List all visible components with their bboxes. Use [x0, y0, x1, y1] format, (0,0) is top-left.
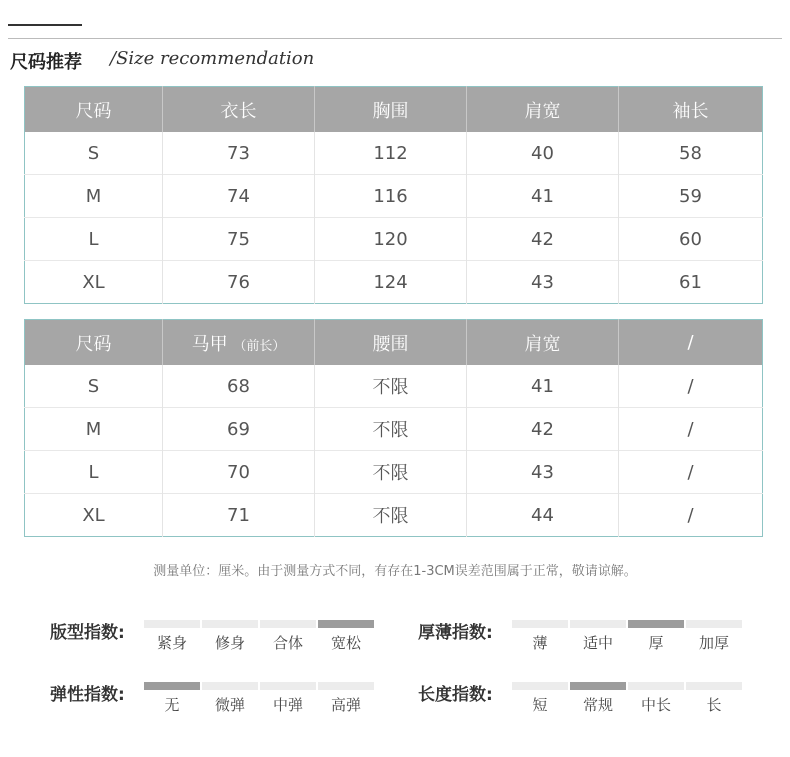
index-option-label: 无: [164, 696, 180, 714]
index-bar-segment: [570, 682, 626, 690]
table-cell: XL: [25, 494, 163, 537]
table-cell: 60: [619, 218, 763, 261]
table-cell: 不限: [315, 408, 467, 451]
table-cell: 76: [163, 261, 315, 304]
header-cell-size: 尺码: [25, 87, 163, 133]
index-bar-segment: [318, 620, 374, 628]
table-cell: 71: [163, 494, 315, 537]
table-cell: 68: [163, 365, 315, 408]
measurement-note: 测量单位：厘米。由于测量方式不同，有存在1-3CM误差范围属于正常，敬请谅解。: [153, 564, 637, 579]
table-cell: 40: [467, 132, 619, 175]
table-row: [25, 365, 763, 408]
index-label: 厚薄指数:: [418, 623, 493, 643]
table-cell: 124: [315, 261, 467, 304]
table-cell: 73: [163, 132, 315, 175]
index-option-label: 高弹: [330, 696, 361, 714]
index-bar-segment: [686, 682, 742, 690]
header-vest-label: 马甲: [191, 333, 228, 355]
header-cell-size: 尺码: [25, 320, 163, 366]
index-option-label: 合体: [272, 634, 303, 652]
table-cell: 61: [619, 261, 763, 304]
table-cell: 74: [163, 175, 315, 218]
size-table-vest: [24, 319, 763, 537]
table-header-row: [25, 320, 763, 366]
table-cell: 不限: [315, 451, 467, 494]
table-cell: /: [687, 375, 694, 397]
table-cell: 不限: [315, 365, 467, 408]
table-cell: 44: [467, 494, 619, 537]
table-cell: 112: [315, 132, 467, 175]
header-cell-shoulder: 肩宽: [467, 320, 619, 366]
table-cell: 41: [467, 175, 619, 218]
table-cell: 43: [467, 451, 619, 494]
table-cell: /: [619, 494, 763, 537]
table-header-row: [25, 87, 763, 133]
index-bar-segment: [260, 682, 316, 690]
size-table-main: [24, 86, 763, 304]
index-label: 版型指数:: [50, 623, 125, 643]
table-cell: L: [25, 451, 163, 494]
table-cell: 116: [315, 175, 467, 218]
table-cell: XL: [25, 261, 163, 304]
index-bar-segment: [144, 682, 200, 690]
table-cell: 58: [679, 142, 702, 164]
table-cell: M: [25, 175, 163, 218]
header-cell-shoulder: 肩宽: [467, 87, 619, 133]
title-accent-line: [8, 24, 82, 26]
index-label: 弹性指数:: [50, 685, 125, 705]
index-bar-segment: [202, 682, 258, 690]
table-cell: 41: [467, 365, 619, 408]
index-bar-segment: [144, 620, 200, 628]
table-row: [25, 132, 763, 175]
table-cell: 42: [467, 408, 619, 451]
table-cell: 70: [163, 451, 315, 494]
index-option-label: 宽松: [330, 634, 361, 652]
header-cell-chest: 胸围: [315, 87, 467, 133]
index-option-label: 短: [532, 696, 548, 714]
index-bar-segment: [570, 620, 626, 628]
index-option-label: 厚: [648, 634, 664, 652]
table-cell: /: [619, 451, 763, 494]
section-title-zh: 尺码推荐: [10, 52, 82, 73]
table-cell: S: [25, 132, 163, 175]
index-bar-segment: [260, 620, 316, 628]
index-bar-segment: [202, 620, 258, 628]
table-cell: 42: [467, 218, 619, 261]
table-row: [25, 175, 763, 218]
index-bar-segment: [628, 620, 684, 628]
table-cell: 69: [163, 408, 315, 451]
index-bar-segment: [512, 620, 568, 628]
index-bar-segment: [628, 682, 684, 690]
table-row: [25, 261, 763, 304]
table-cell: 59: [619, 175, 763, 218]
table-row: [25, 408, 763, 451]
index-option-label: 中弹: [272, 696, 303, 714]
table-cell: /: [619, 408, 763, 451]
header-cell-waist: 腰围: [315, 320, 467, 366]
table-cell: 75: [163, 218, 315, 261]
index-bar-segment: [512, 682, 568, 690]
index-label: 长度指数:: [418, 685, 493, 705]
index-option-label: 紧身: [156, 634, 187, 652]
index-option-label: 薄: [532, 634, 548, 652]
index-bar-segment: [686, 620, 742, 628]
table-row: [25, 494, 763, 537]
table-row: [25, 451, 763, 494]
header-cell-sleeve: 袖长: [619, 87, 763, 133]
table-cell: 43: [467, 261, 619, 304]
header-cell-length: 衣长: [163, 87, 315, 133]
index-option-label: 修身: [214, 634, 245, 652]
index-option-label: 加厚: [698, 634, 729, 652]
header-cell-vest: [163, 320, 315, 366]
table-cell: 120: [315, 218, 467, 261]
index-option-label: 微弹: [214, 696, 245, 714]
table-cell: 不限: [315, 494, 467, 537]
header-divider: [8, 38, 782, 39]
table-row: [25, 218, 763, 261]
table-cell: M: [25, 408, 163, 451]
index-bar-segment: [318, 682, 374, 690]
index-option-label: 常规: [582, 696, 613, 714]
index-option-label: 适中: [582, 634, 613, 652]
table-cell: S: [25, 365, 163, 408]
section-title-en: /Size recommendation: [110, 48, 315, 69]
index-option-label: 中长: [640, 696, 671, 714]
header-cell-empty: /: [619, 320, 763, 366]
table-cell: L: [25, 218, 163, 261]
index-option-label: 长: [706, 696, 722, 714]
header-vest-sub: （前长）: [233, 338, 286, 354]
